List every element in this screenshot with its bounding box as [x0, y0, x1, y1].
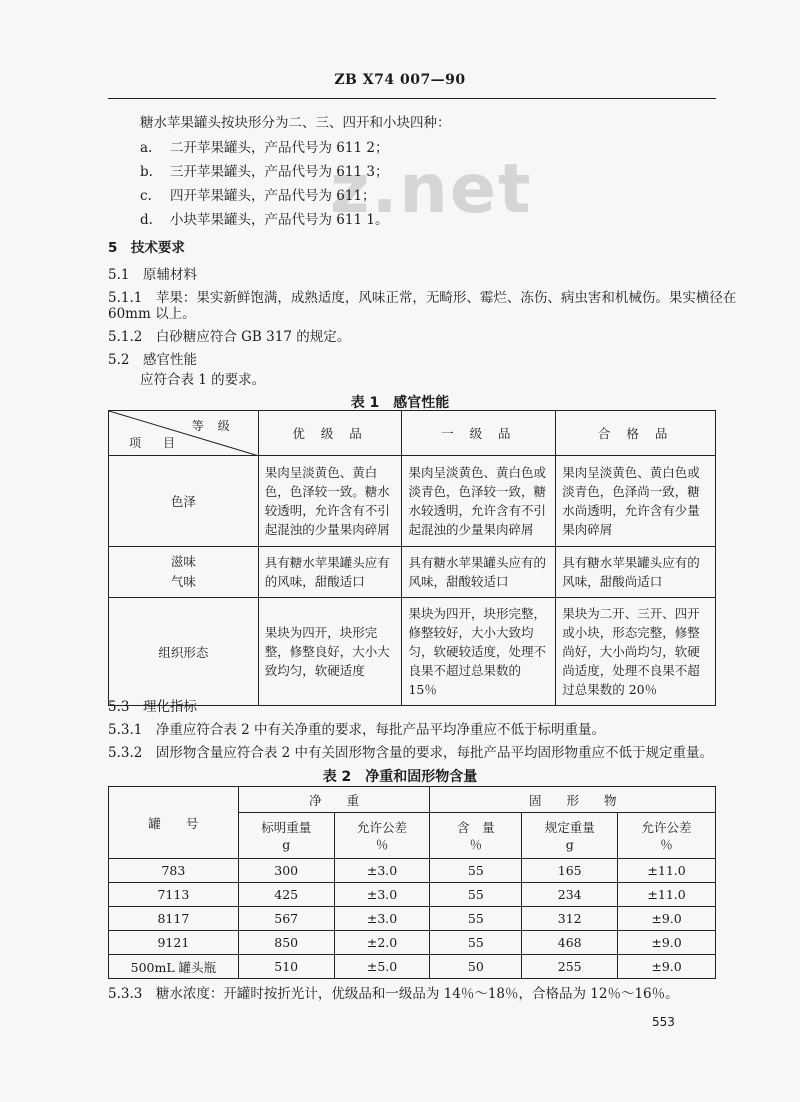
- table-cell: 255: [522, 955, 618, 979]
- subheader-name: 允许公差: [357, 819, 408, 835]
- section-5-3-heading: 5.3 理化指标: [108, 699, 197, 715]
- intro-lead: 糖水苹果罐头按块形分为二、三、四开和小块四种：: [140, 115, 451, 131]
- sensory-table: [108, 410, 716, 706]
- section-5-heading: 5 技术要求: [108, 240, 185, 256]
- table-cell: ±9.0: [618, 907, 716, 931]
- table2-caption: 表 2 净重和固形物含量: [322, 769, 478, 785]
- table-row: [109, 907, 716, 931]
- row-item-label: 组织形态: [109, 598, 259, 706]
- can-number: 500mL 罐头瓶: [109, 955, 239, 979]
- corner-label-grade: 等级: [191, 419, 244, 433]
- table-cell: 果肉呈淡黄色、黄白色或淡青色，色泽尚一致，糖水尚透明，允许含有少量果肉碎屑: [556, 456, 716, 547]
- list-marker: a.: [140, 140, 153, 156]
- subheader-name: 允许公差: [641, 819, 692, 835]
- solids-group-header: 固 形 物: [430, 787, 716, 813]
- row-item-label-line1: 滋味: [170, 554, 196, 569]
- section-5-1-2-text: 5.1.2 白砂糖应符合 GB 317 的规定。: [108, 329, 351, 345]
- row-item-label-line2: 气味: [170, 574, 196, 589]
- table-cell: 具有糖水苹果罐头应有的风味，甜酸较适口: [402, 547, 556, 598]
- table-cell: 果块为二开、三开、四开或小块，形态完整，修整尚好，大小尚均匀，软硬尚适度，处理不良果不超过总果数的 20％: [556, 598, 716, 706]
- list-text: 三开苹果罐头，产品代号为 611 3；: [170, 164, 389, 180]
- table-header-row: [109, 411, 716, 456]
- table-cell: 具有糖水苹果罐头应有的风味，甜酸适口: [258, 547, 402, 598]
- row-item-label: [109, 547, 259, 598]
- grade-header: 一 级 品: [402, 411, 556, 456]
- subheader-cell: [618, 813, 716, 859]
- subheader-cell: [522, 813, 618, 859]
- table-cell: 果肉呈淡黄色、黄白色或淡青色，色泽较一致，糖水较透明，允许含有不引起混浊的少量果肉碎屑: [402, 456, 556, 547]
- table-cell: 55: [430, 931, 522, 955]
- table-row: [109, 598, 716, 706]
- table-cell: 312: [522, 907, 618, 931]
- list-marker: d.: [140, 212, 153, 228]
- table-cell: ±11.0: [618, 859, 716, 883]
- table-cell: ±9.0: [618, 931, 716, 955]
- table-cell: 具有糖水苹果罐头应有的风味，甜酸尚适口: [556, 547, 716, 598]
- standard-code-header: ZB X74 007—90: [334, 72, 466, 88]
- table-cell: ±3.0: [334, 859, 430, 883]
- row-item-label: 色泽: [109, 456, 259, 547]
- section-5-1-1-text-cont: 60mm 以上。: [108, 306, 196, 322]
- table-cell: 165: [522, 859, 618, 883]
- subheader-unit: g: [282, 836, 291, 852]
- table-row: [109, 955, 716, 979]
- can-number: 7113: [109, 883, 239, 907]
- table-cell: 300: [238, 859, 334, 883]
- table-cell: 567: [238, 907, 334, 931]
- subheader-cell: [334, 813, 430, 859]
- table-cell: 55: [430, 859, 522, 883]
- table-cell: ±3.0: [334, 907, 430, 931]
- can-number: 9121: [109, 931, 239, 955]
- page-number: 553: [652, 1015, 675, 1029]
- watermark: z.net: [330, 150, 533, 229]
- subheader-cell: [430, 813, 522, 859]
- subheader-name: 规定重量: [544, 819, 595, 835]
- list-marker: b.: [140, 164, 153, 180]
- table-cell: 468: [522, 931, 618, 955]
- corner-label-item: 项目: [129, 436, 198, 450]
- subheader-unit: g: [565, 836, 574, 852]
- subheader-name: 标明重量: [261, 819, 312, 835]
- list-item: [140, 139, 388, 157]
- table-cell: 850: [238, 931, 334, 955]
- table-cell: 果块为四开，块形完整，修整良好，大小大致均匀，软硬适度: [258, 598, 402, 706]
- table1-caption: 表 1 感官性能: [350, 395, 450, 411]
- section-5-3-1-text: 5.3.1 净重应符合表 2 中有关净重的要求，每批产品平均净重应不低于标明重量。: [108, 722, 606, 738]
- grade-header: 合 格 品: [556, 411, 716, 456]
- table-cell: 果肉呈淡黄色、黄白色，色泽较一致。糖水较透明，允许含有不引起混浊的少量果肉碎屑: [258, 456, 402, 547]
- net-weight-group-header: 净 重: [238, 787, 430, 813]
- table-row: [109, 931, 716, 955]
- table-corner-cell: [109, 411, 259, 456]
- table-cell: ±9.0: [618, 955, 716, 979]
- table-cell: 55: [430, 907, 522, 931]
- section-5-1-1-text: 5.1.1 苹果：果实新鲜饱满，成熟适度，风味正常，无畸形、霉烂、冻伤、病虫害和机械伤。果实横径在: [108, 290, 737, 306]
- net-weight-table: [108, 786, 716, 979]
- subheader-unit: ％: [375, 836, 389, 852]
- table-cell: 50: [430, 955, 522, 979]
- list-item: [140, 211, 388, 229]
- table-row: [109, 456, 716, 547]
- table-cell: 234: [522, 883, 618, 907]
- list-text: 二开苹果罐头，产品代号为 611 2；: [170, 140, 389, 156]
- section-5-3-3-text: 5.3.3 糖水浓度：开罐时按折光计，优级品和一级品为 14％～18％，合格品为 12％～16％。: [108, 986, 679, 1002]
- header-rule: [108, 98, 716, 99]
- section-5-3-2-text: 5.3.2 固形物含量应符合表 2 中有关固形物含量的要求，每批产品平均固形物重应不低于规定重量。: [108, 745, 714, 761]
- subheader-unit: ％: [660, 836, 673, 852]
- list-text: 四开苹果罐头，产品代号为 611；: [170, 188, 376, 204]
- table-row: [109, 547, 716, 598]
- table-row: [109, 883, 716, 907]
- table-row: [109, 859, 716, 883]
- can-number: 783: [109, 859, 239, 883]
- grade-header: 优 级 品: [258, 411, 402, 456]
- section-5-2-text: 应符合表 1 的要求。: [140, 372, 266, 388]
- table-cell: ±2.0: [334, 931, 430, 955]
- section-5-1-heading: 5.1 原辅材料: [108, 267, 197, 283]
- table-header-row: [109, 787, 716, 813]
- subheader-name: 含 量: [457, 819, 495, 835]
- table-cell: 果块为四开，块形完整，修整较好，大小大致均匀，软硬较适度，处理不良果不超过总果数的 15％: [402, 598, 556, 706]
- subheader-unit: ％: [469, 836, 483, 852]
- table-cell: ±11.0: [618, 883, 716, 907]
- table-cell: ±3.0: [334, 883, 430, 907]
- list-text: 小块苹果罐头，产品代号为 611 1。: [170, 212, 389, 228]
- table-cell: 55: [430, 883, 522, 907]
- subheader-cell: [238, 813, 334, 859]
- can-number: 8117: [109, 907, 239, 931]
- list-marker: c.: [140, 188, 152, 204]
- list-item: [140, 187, 376, 205]
- section-5-2-heading: 5.2 感官性能: [108, 352, 197, 368]
- list-item: [140, 163, 388, 181]
- table-cell: 510: [238, 955, 334, 979]
- can-number-header: 罐 号: [109, 787, 239, 859]
- table-cell: ±5.0: [334, 955, 430, 979]
- table-cell: 425: [238, 883, 334, 907]
